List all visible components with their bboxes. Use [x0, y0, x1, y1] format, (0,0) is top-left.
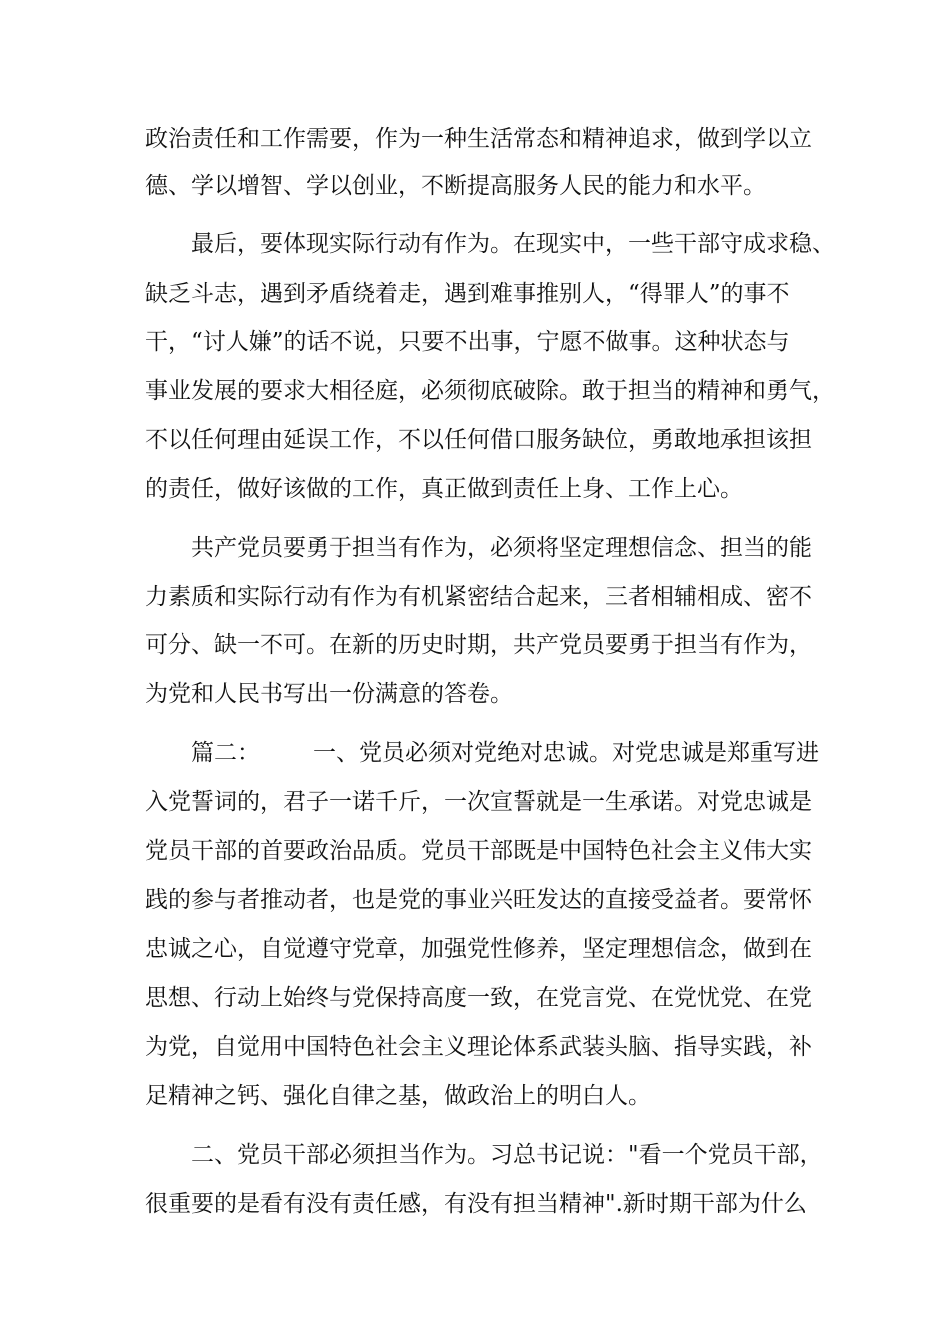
text-line: 事业发展的要求大相径庭，必须彻底破除。敢于担当的精神和勇气， — [145, 378, 835, 404]
text-line: 思想、行动上始终与党保持高度一致，在党言党、在党忧党、在党 — [145, 985, 812, 1011]
text-line: 忠诚之心，自觉遵守党章，加强党性修养，坚定理想信念，做到在 — [145, 936, 812, 962]
text-line: 二、党员干部必须担当作为。习总书记说："看一个党员干部， — [191, 1142, 823, 1168]
text-line: 德、学以增智、学以创业，不断提高服务人民的能力和水平。 — [145, 173, 766, 199]
text-line: 政治责任和工作需要，作为一种生活常态和精神追求，做到学以立 — [145, 126, 812, 152]
text-line: 一、党员必须对党绝对忠诚。对党忠诚是郑重写进 — [313, 740, 819, 766]
text-line: 最后，要体现实际行动有作为。在现实中，一些干部守成求稳、 — [191, 231, 835, 257]
text-line: 很重要的是看有没有责任感，有没有担当精神".新时期干部为什么 — [145, 1191, 807, 1217]
text-line: 干，“讨人嫌”的话不说，只要不出事，宁愿不做事。这种状态与 — [145, 329, 790, 355]
text-line: 的责任，做好该做的工作，真正做到责任上身、工作上心。 — [145, 476, 743, 502]
text-line: 力素质和实际行动有作为有机紧密结合起来，三者相辅相成、密不 — [145, 584, 812, 610]
text-line: 践的参与者推动者，也是党的事业兴旺发达的直接受益者。要常怀 — [145, 887, 812, 913]
text-line: 缺乏斗志，遇到矛盾绕着走，遇到难事推别人，“得罪人”的事不 — [145, 281, 790, 307]
text-line: 为党和人民书写出一份满意的答卷。 — [145, 681, 513, 707]
text-line: 可分、缺一不可。在新的历史时期，共产党员要勇于担当有作为， — [145, 632, 812, 658]
text-line: 党员干部的首要政治品质。党员干部既是中国特色社会主义伟大实 — [145, 838, 812, 864]
text-line: 共产党员要勇于担当有作为，必须将坚定理想信念、担当的能 — [191, 535, 812, 561]
text-line: 为党，自觉用中国特色社会主义理论体系武装头脑、指导实践，补 — [145, 1034, 812, 1060]
text-line: 足精神之钙、强化自律之基，做政治上的明白人。 — [145, 1083, 651, 1109]
text-line: 入党誓词的，君子一诺千斤，一次宣誓就是一生承诺。对党忠诚是 — [145, 789, 812, 815]
section-heading: 篇二： — [191, 740, 260, 766]
text-line: 不以任何理由延误工作，不以任何借口服务缺位，勇敢地承担该担 — [145, 427, 812, 453]
